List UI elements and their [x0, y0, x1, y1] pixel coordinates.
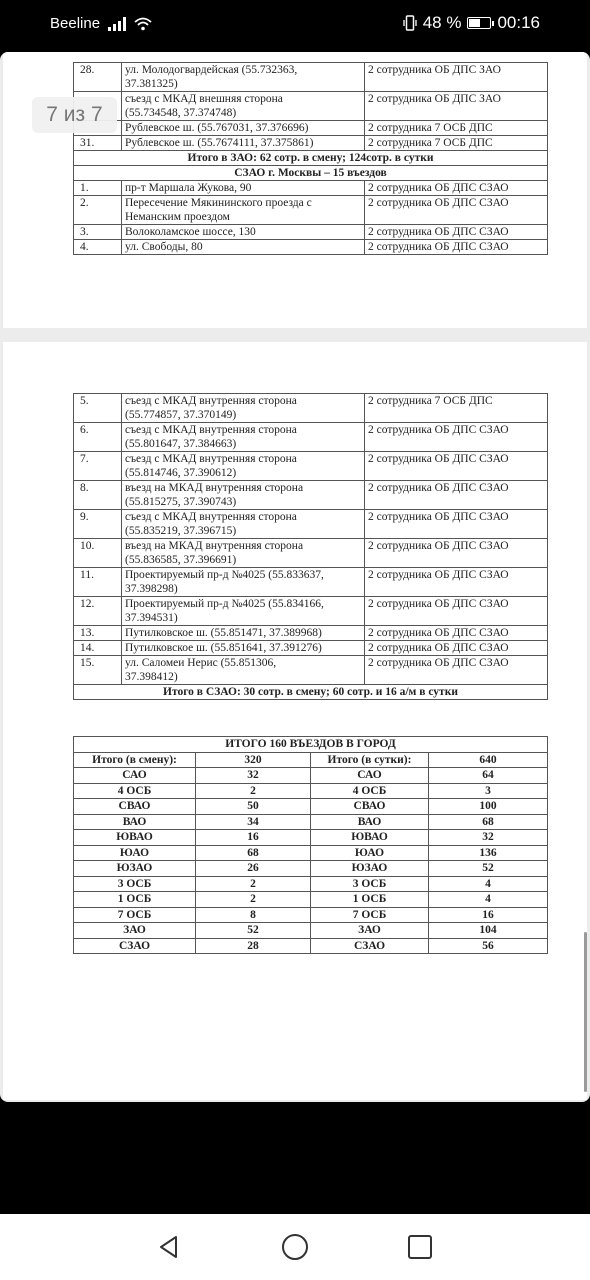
row-number: 1. [74, 181, 122, 196]
day-total-value: 640 [429, 752, 548, 768]
row-number: 5. [74, 394, 122, 423]
address-line: 37.394531) [125, 612, 178, 624]
address-line: Путилковское ш. (55.851641, 37.391276) [125, 642, 322, 654]
address-line: 37.398412) [125, 671, 178, 683]
battery-icon [467, 17, 491, 29]
district-cell: ЮЗАО [74, 861, 196, 877]
address-cell [122, 196, 365, 225]
city-total-row: ИТОГО 160 ВЪЕЗДОВ В ГОРОД [74, 737, 548, 753]
address-cell [122, 121, 365, 136]
day-value-cell: 104 [429, 923, 548, 939]
shift-value-cell: 8 [196, 907, 311, 923]
address-cell [122, 452, 365, 481]
district-cell: ЗАО [74, 923, 196, 939]
staff-cell: 2 сотрудника ОБ ДПС СЗАО [365, 626, 548, 641]
addresses-table-szao [73, 393, 548, 700]
table-row [74, 121, 548, 136]
address-cell [122, 181, 365, 196]
shift-value-cell: 16 [196, 830, 311, 846]
home-icon [281, 1233, 309, 1261]
table-row [74, 568, 548, 597]
address-line: (55.835219, 37.396715) [125, 525, 237, 537]
staff-cell: 2 сотрудника ОБ ДПС СЗАО [365, 510, 548, 539]
district-cell: ЮЗАО [311, 861, 429, 877]
address-line: 37.381325) [125, 78, 178, 90]
address-line: (55.815275, 37.390743) [125, 496, 237, 508]
table-row [74, 196, 548, 225]
address-cell [122, 597, 365, 626]
row-number: 13. [74, 626, 122, 641]
day-value-cell: 4 [429, 876, 548, 892]
address-line: въезд на МКАД внутренняя сторона [125, 540, 304, 552]
address-line: Путилковское ш. (55.851471, 37.389968) [125, 627, 322, 639]
table-row [74, 892, 548, 908]
table-row [74, 181, 548, 196]
back-icon [156, 1234, 182, 1260]
staff-cell: 2 сотрудника ОБ ДПС СЗАО [365, 196, 548, 225]
addresses-table-top [73, 62, 548, 255]
staff-cell: 2 сотрудника ОБ ДПС СЗАО [365, 481, 548, 510]
address-cell [122, 626, 365, 641]
vibrate-icon [403, 15, 417, 31]
table-row [74, 452, 548, 481]
shift-total-label: Итого (в смену): [74, 752, 196, 768]
shift-value-cell: 26 [196, 861, 311, 877]
zao-total-row: Итого в ЗАО: 62 сотр. в смену; 124сотр. в сутки [74, 151, 548, 166]
district-cell: ЗАО [311, 923, 429, 939]
address-line: съезд с МКАД внешняя сторона [125, 93, 283, 105]
row-number: 8. [74, 481, 122, 510]
table-row [74, 423, 548, 452]
shift-value-cell: 52 [196, 923, 311, 939]
row-number: 2. [74, 196, 122, 225]
address-line: (55.734548, 37.374748) [125, 107, 237, 119]
table-row [74, 597, 548, 626]
row-number: 15. [74, 656, 122, 685]
staff-cell: 2 сотрудника ОБ ДПС СЗАО [365, 568, 548, 597]
table-row [74, 166, 548, 181]
shift-value-cell: 50 [196, 799, 311, 815]
navigation-bar [0, 1214, 590, 1280]
staff-cell: 2 сотрудника ОБ ДПС СЗАО [365, 641, 548, 656]
district-cell: ВАО [311, 814, 429, 830]
table-row [74, 641, 548, 656]
table-row [74, 151, 548, 166]
day-value-cell: 136 [429, 845, 548, 861]
shift-value-cell: 32 [196, 768, 311, 784]
table-row [74, 938, 548, 954]
staff-cell: 2 сотрудника 7 ОСБ ДПС [365, 136, 548, 151]
day-value-cell: 56 [429, 938, 548, 954]
district-cell: 4 ОСБ [311, 783, 429, 799]
district-cell: ЮВАО [74, 830, 196, 846]
carrier-label: Beeline [50, 15, 101, 32]
day-value-cell: 100 [429, 799, 548, 815]
address-line: (55.814746, 37.390612) [125, 467, 237, 479]
row-number: 7. [74, 452, 122, 481]
summary-header-row [74, 752, 548, 768]
staff-cell: 2 сотрудника ОБ ДПС СЗАО [365, 240, 548, 255]
row-number: 3. [74, 225, 122, 240]
address-line: ул. Свободы, 80 [125, 241, 203, 253]
district-cell: ЮАО [311, 845, 429, 861]
address-line: Волоколамское шоссе, 130 [125, 226, 256, 238]
district-cell: 1 ОСБ [74, 892, 196, 908]
table-row [74, 907, 548, 923]
table-row [74, 656, 548, 685]
day-value-cell: 64 [429, 768, 548, 784]
address-line: Неманским проездом [125, 211, 230, 223]
wifi-icon [134, 17, 152, 31]
district-cell: 3 ОСБ [311, 876, 429, 892]
address-cell [122, 481, 365, 510]
address-cell [122, 641, 365, 656]
summary-table [73, 736, 548, 954]
address-line: въезд на МКАД внутренняя сторона [125, 482, 304, 494]
table-row [74, 510, 548, 539]
district-cell: СЗАО [311, 938, 429, 954]
staff-cell: 2 сотрудника ОБ ДПС СЗАО [365, 539, 548, 568]
address-line: съезд с МКАД внутренняя сторона [125, 424, 297, 436]
address-line: пр-т Маршала Жукова, 90 [125, 182, 252, 194]
recents-icon [407, 1234, 433, 1260]
shift-value-cell: 2 [196, 876, 311, 892]
address-line: ул. Саломеи Нерис (55.851306, [125, 657, 277, 669]
staff-cell: 2 сотрудника 7 ОСБ ДПС [365, 394, 548, 423]
recents-button[interactable] [405, 1232, 435, 1262]
row-number: 4. [74, 240, 122, 255]
table-row [74, 876, 548, 892]
district-cell: 3 ОСБ [74, 876, 196, 892]
szao-total-row: Итого в СЗАО: 30 сотр. в смену; 60 сотр. и 16 а/м в сутки [74, 685, 548, 700]
document-page [3, 52, 587, 328]
district-cell: СВАО [74, 799, 196, 815]
district-cell: ЮАО [74, 845, 196, 861]
staff-cell: 2 сотрудника ОБ ДПС СЗАО [365, 656, 548, 685]
address-line: съезд с МКАД внутренняя сторона [125, 453, 297, 465]
shift-value-cell: 2 [196, 783, 311, 799]
battery-percent: 48 % [422, 13, 462, 32]
row-number: 31. [74, 136, 122, 151]
scrollbar[interactable] [584, 932, 587, 1092]
staff-cell: 2 сотрудника ОБ ДПС СЗАО [365, 225, 548, 240]
home-button[interactable] [280, 1232, 310, 1262]
row-number: 9. [74, 510, 122, 539]
address-cell [122, 394, 365, 423]
address-line: Рублевское ш. (55.767031, 37.376696) [125, 122, 309, 134]
table-row [74, 481, 548, 510]
staff-cell: 2 сотрудника ОБ ДПС ЗАО [365, 92, 548, 121]
district-cell: 7 ОСБ [311, 907, 429, 923]
document-page [3, 342, 587, 1100]
table-row [74, 240, 548, 255]
address-line: 37.398298) [125, 583, 178, 595]
address-cell [122, 240, 365, 255]
row-number: 14. [74, 641, 122, 656]
address-cell [122, 568, 365, 597]
day-value-cell: 68 [429, 814, 548, 830]
district-cell: ВАО [74, 814, 196, 830]
day-value-cell: 4 [429, 892, 548, 908]
address-cell [122, 225, 365, 240]
staff-cell: 2 сотрудника ОБ ДПС СЗАО [365, 423, 548, 452]
day-value-cell: 32 [429, 830, 548, 846]
table-row [74, 63, 548, 92]
shift-value-cell: 34 [196, 814, 311, 830]
shift-value-cell: 2 [196, 892, 311, 908]
day-value-cell: 16 [429, 907, 548, 923]
address-cell [122, 136, 365, 151]
district-cell: СЗАО [74, 938, 196, 954]
shift-total-value: 320 [196, 752, 311, 768]
table-row [74, 768, 548, 784]
table-row [74, 830, 548, 846]
district-cell: СВАО [311, 799, 429, 815]
address-line: (55.801647, 37.384663) [125, 438, 237, 450]
table-row [74, 799, 548, 815]
row-number: 6. [74, 423, 122, 452]
address-line: Рублевское ш. (55.7674111, 37.375861) [125, 137, 314, 149]
district-cell: 4 ОСБ [74, 783, 196, 799]
staff-cell: 2 сотрудника ОБ ДПС СЗАО [365, 597, 548, 626]
day-value-cell: 3 [429, 783, 548, 799]
szao-header-row: СЗАО г. Москвы – 15 въездов [74, 166, 548, 181]
address-cell [122, 423, 365, 452]
row-number: 10. [74, 539, 122, 568]
table-row [74, 814, 548, 830]
address-line: Проектируемый пр-д №4025 (55.834166, [125, 598, 324, 610]
table-row [74, 923, 548, 939]
staff-cell: 2 сотрудника ОБ ДПС СЗАО [365, 452, 548, 481]
status-bar [0, 0, 590, 48]
table-row [74, 225, 548, 240]
table-row [74, 783, 548, 799]
district-cell: САО [311, 768, 429, 784]
shift-value-cell: 68 [196, 845, 311, 861]
table-row [74, 539, 548, 568]
table-row [74, 92, 548, 121]
address-cell [122, 510, 365, 539]
page-counter: 7 из 7 [32, 97, 117, 133]
address-cell [122, 63, 365, 92]
row-number: 12. [74, 597, 122, 626]
address-line: (55.774857, 37.370149) [125, 409, 237, 421]
row-number: 28. [74, 63, 122, 92]
staff-cell: 2 сотрудника ОБ ДПС ЗАО [365, 63, 548, 92]
table-row [74, 737, 548, 753]
address-cell [122, 539, 365, 568]
clock: 00:16 [497, 13, 540, 32]
day-value-cell: 52 [429, 861, 548, 877]
table-row [74, 861, 548, 877]
address-line: Пересечение Мякининского проезда с [125, 197, 312, 209]
back-button[interactable] [154, 1232, 184, 1262]
address-line: съезд с МКАД внутренняя сторона [125, 511, 297, 523]
table-row [74, 394, 548, 423]
address-line: ул. Молодогвардейская (55.732363, [125, 64, 298, 76]
row-number: 11. [74, 568, 122, 597]
district-cell: 1 ОСБ [311, 892, 429, 908]
table-row [74, 685, 548, 700]
staff-cell: 2 сотрудника 7 ОСБ ДПС [365, 121, 548, 136]
district-cell: 7 ОСБ [74, 907, 196, 923]
table-row [74, 626, 548, 641]
address-line: Проектируемый пр-д №4025 (55.833637, [125, 569, 324, 581]
address-cell [122, 92, 365, 121]
staff-cell: 2 сотрудника ОБ ДПС СЗАО [365, 181, 548, 196]
day-total-label: Итого (в сутки): [311, 752, 429, 768]
document-viewer[interactable] [0, 52, 590, 1102]
district-cell: ЮВАО [311, 830, 429, 846]
address-line: съезд с МКАД внутренняя сторона [125, 395, 297, 407]
shift-value-cell: 28 [196, 938, 311, 954]
table-row [74, 136, 548, 151]
table-row [74, 845, 548, 861]
address-cell [122, 656, 365, 685]
signal-icon [108, 17, 126, 31]
district-cell: САО [74, 768, 196, 784]
address-line: (55.836585, 37.396691) [125, 554, 237, 566]
